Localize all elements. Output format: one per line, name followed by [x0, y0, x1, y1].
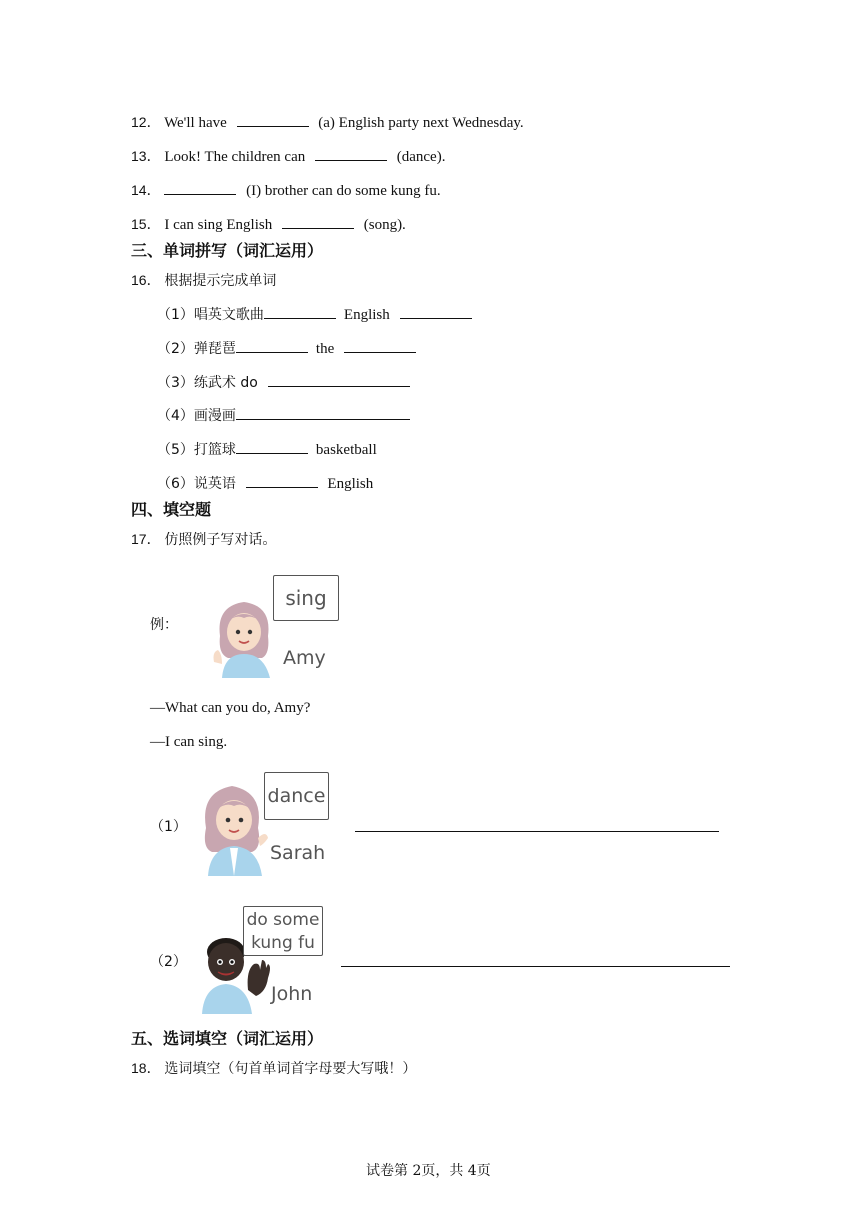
question-15 — [131, 214, 406, 235]
question-text-after: (I) brother can do some kung fu. — [246, 183, 441, 199]
word-item-2 — [157, 338, 416, 359]
section-title: 四、填空题 — [131, 500, 212, 519]
task-name: Sarah — [270, 842, 326, 864]
question-text-before: I can sing English — [164, 217, 273, 233]
question-number: 14． — [131, 182, 161, 198]
answer-blank[interactable] — [236, 338, 308, 353]
question-text: 仿照例子写对话。 — [164, 532, 277, 548]
answer-blank[interactable] — [268, 372, 410, 387]
answer-blank[interactable] — [264, 304, 336, 319]
question-text-before: We'll have — [164, 115, 227, 131]
item-word: basketball — [315, 442, 377, 458]
dialog-line-2: —I can sing. — [150, 734, 228, 750]
girl-amy-illustration — [210, 592, 280, 678]
question-text-after: (a) English party next Wednesday. — [318, 115, 524, 131]
question-number: 13． — [131, 148, 161, 164]
answer-blank[interactable] — [282, 214, 354, 229]
task-name: John — [271, 983, 313, 1005]
question-number: 17． — [131, 531, 161, 547]
word-item-1 — [157, 304, 472, 325]
word-item-3 — [157, 372, 410, 393]
item-label: （5）打篮球 — [157, 442, 236, 458]
word-item-4 — [157, 405, 410, 426]
question-number: 12． — [131, 114, 161, 130]
answer-line[interactable] — [341, 966, 730, 967]
task-label: （2） — [150, 954, 187, 970]
dialog-line-1: —What can you do, Amy? — [150, 700, 311, 716]
girl-sarah-illustration — [198, 778, 270, 876]
example-label: 例： — [150, 617, 178, 633]
question-number: 16． — [131, 272, 161, 288]
question-17 — [131, 529, 276, 550]
example-word-card: sing — [273, 575, 339, 621]
word-item-5 — [157, 439, 377, 460]
question-12 — [131, 112, 524, 133]
question-14 — [131, 180, 441, 201]
item-label: （4）画漫画 — [157, 408, 236, 424]
page-footer: 试卷第 2页，共 4页 — [366, 1163, 491, 1179]
task-word-card: dance — [264, 772, 329, 820]
section-title: 三、单词拼写（词汇运用） — [131, 241, 324, 260]
card-line: do some — [246, 910, 320, 930]
question-text-after: (dance). — [396, 149, 446, 165]
question-text-before: Look! The children can — [164, 149, 306, 165]
question-number: 15． — [131, 216, 161, 232]
task-label: （1） — [150, 819, 187, 835]
question-13 — [131, 146, 445, 167]
question-text: 选词填空（句首单词首字母要大写哦！） — [164, 1061, 417, 1077]
question-number: 18． — [131, 1060, 161, 1076]
answer-blank[interactable] — [237, 112, 309, 127]
answer-blank[interactable] — [236, 439, 308, 454]
question-18 — [131, 1058, 416, 1079]
item-label: （2）弹琵琶 — [157, 341, 236, 357]
card-line: kung fu — [251, 933, 315, 953]
item-label: （6）说英语 — [157, 476, 236, 492]
item-label: （3）练武术 do — [157, 375, 258, 391]
question-16 — [131, 270, 276, 291]
section-title: 五、选词填空（词汇运用） — [131, 1029, 324, 1048]
answer-blank[interactable] — [315, 146, 387, 161]
answer-blank[interactable] — [164, 180, 236, 195]
item-word: the — [315, 341, 335, 357]
word-item-6 — [157, 473, 373, 494]
answer-blank[interactable] — [400, 304, 472, 319]
item-word: English — [327, 476, 374, 492]
answer-blank[interactable] — [246, 473, 318, 488]
task-word-card — [243, 906, 323, 956]
question-text: 根据提示完成单词 — [164, 273, 277, 289]
question-text-after: (song). — [363, 217, 406, 233]
item-word: English — [343, 307, 390, 323]
answer-blank[interactable] — [344, 338, 416, 353]
answer-line[interactable] — [355, 831, 719, 832]
answer-blank[interactable] — [236, 405, 410, 420]
item-label: （1）唱英文歌曲 — [157, 307, 264, 323]
example-name: Amy — [283, 647, 326, 669]
